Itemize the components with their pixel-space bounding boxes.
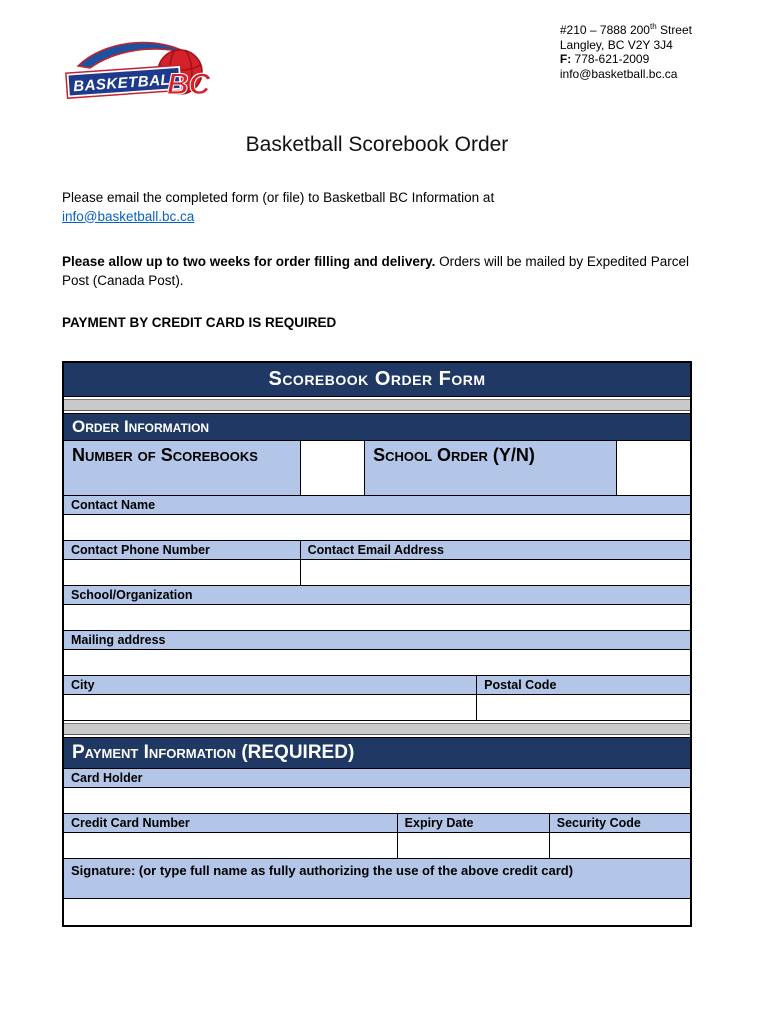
- number-of-scorebooks-label: Number of Scorebooks: [64, 441, 301, 495]
- separator-row: [64, 397, 690, 414]
- address-line-email: info@basketball.bc.ca: [559, 66, 678, 81]
- address-line-city: Langley, BC V2Y 3J4: [559, 37, 673, 52]
- credit-card-number-input[interactable]: [64, 833, 398, 858]
- contact-phone-email-labels: [64, 541, 690, 560]
- contact-email-label: Contact Email Address: [301, 541, 690, 559]
- security-code-input[interactable]: [550, 833, 690, 858]
- postal-code-label: Postal Code: [477, 676, 690, 694]
- contact-phone-input[interactable]: [64, 560, 301, 585]
- expiry-date-label: Expiry Date: [398, 814, 550, 832]
- intro-paragraph: [62, 189, 692, 226]
- contact-email-input[interactable]: [301, 560, 690, 585]
- page-header: [62, 0, 692, 109]
- contact-name-input[interactable]: [64, 515, 690, 541]
- contact-phone-label: Contact Phone Number: [64, 541, 301, 559]
- form-main-header-label: Scorebook Order Form: [268, 367, 486, 390]
- city-postal-labels: [64, 676, 690, 695]
- payment-information-label: Payment Information (REQUIRED): [72, 741, 355, 763]
- scorebook-order-form: [62, 361, 692, 927]
- school-order-input[interactable]: [617, 441, 690, 495]
- form-main-header: [64, 363, 690, 397]
- delivery-notice: [62, 253, 692, 290]
- school-organization-input[interactable]: [64, 605, 690, 631]
- scorebooks-school-row: [64, 441, 690, 496]
- number-of-scorebooks-input[interactable]: [301, 441, 365, 495]
- credit-card-number-label: Credit Card Number: [64, 814, 398, 832]
- school-order-label: School Order (Y/N): [365, 441, 617, 495]
- mailing-address-label: Mailing address: [64, 631, 690, 650]
- city-label: City: [64, 676, 477, 694]
- contact-phone-email-inputs: [64, 560, 690, 586]
- payment-required-notice: PAYMENT BY CREDIT CARD IS REQUIRED: [62, 314, 337, 330]
- contact-address-block: [560, 20, 692, 81]
- email-link[interactable]: info@basketball.bc.ca: [62, 208, 195, 224]
- address-line-fax: F: 778-621-2009: [559, 52, 650, 66]
- credit-card-inputs: [64, 833, 690, 859]
- delivery-notice-rest: Orders will be mailed by Expedited Parcel Post (Canada Post).: [62, 254, 689, 288]
- basketball-bc-logo-icon: [64, 32, 212, 104]
- contact-name-label: Contact Name: [64, 496, 690, 515]
- postal-code-input[interactable]: [477, 695, 690, 720]
- mailing-address-input[interactable]: [64, 650, 690, 676]
- order-information-label: Order Information: [72, 416, 210, 436]
- logo-text-bc: BC: [167, 68, 211, 101]
- city-postal-inputs: [64, 695, 690, 721]
- intro-text: Please email the completed form (or file) to Basketball BC Information at: [62, 190, 495, 205]
- separator-bar: [64, 399, 690, 411]
- expiry-date-input[interactable]: [398, 833, 550, 858]
- page-title: Basketball Scorebook Order: [245, 133, 509, 156]
- address-line-street: #210 – 7888 200th Street: [559, 22, 692, 37]
- logo-text-basketball: BASKETBALL: [72, 70, 181, 96]
- delivery-notice-bold: Please allow up to two weeks for order filling and delivery.: [62, 254, 436, 270]
- city-input[interactable]: [64, 695, 477, 720]
- security-code-label: Security Code: [550, 814, 690, 832]
- school-organization-label: School/Organization: [64, 586, 690, 605]
- card-holder-input[interactable]: [64, 788, 690, 814]
- payment-information-header: [64, 738, 690, 769]
- credit-card-labels: [64, 814, 690, 833]
- order-information-header: [64, 414, 690, 441]
- signature-input[interactable]: [64, 899, 690, 925]
- card-holder-label: Card Holder: [64, 769, 690, 788]
- basketball-bc-logo: [64, 32, 212, 109]
- separator-bar: [64, 723, 690, 735]
- signature-label: Signature: (or type full name as fully authorizing the use of the above credit card): [64, 859, 690, 899]
- separator-row: [64, 721, 690, 738]
